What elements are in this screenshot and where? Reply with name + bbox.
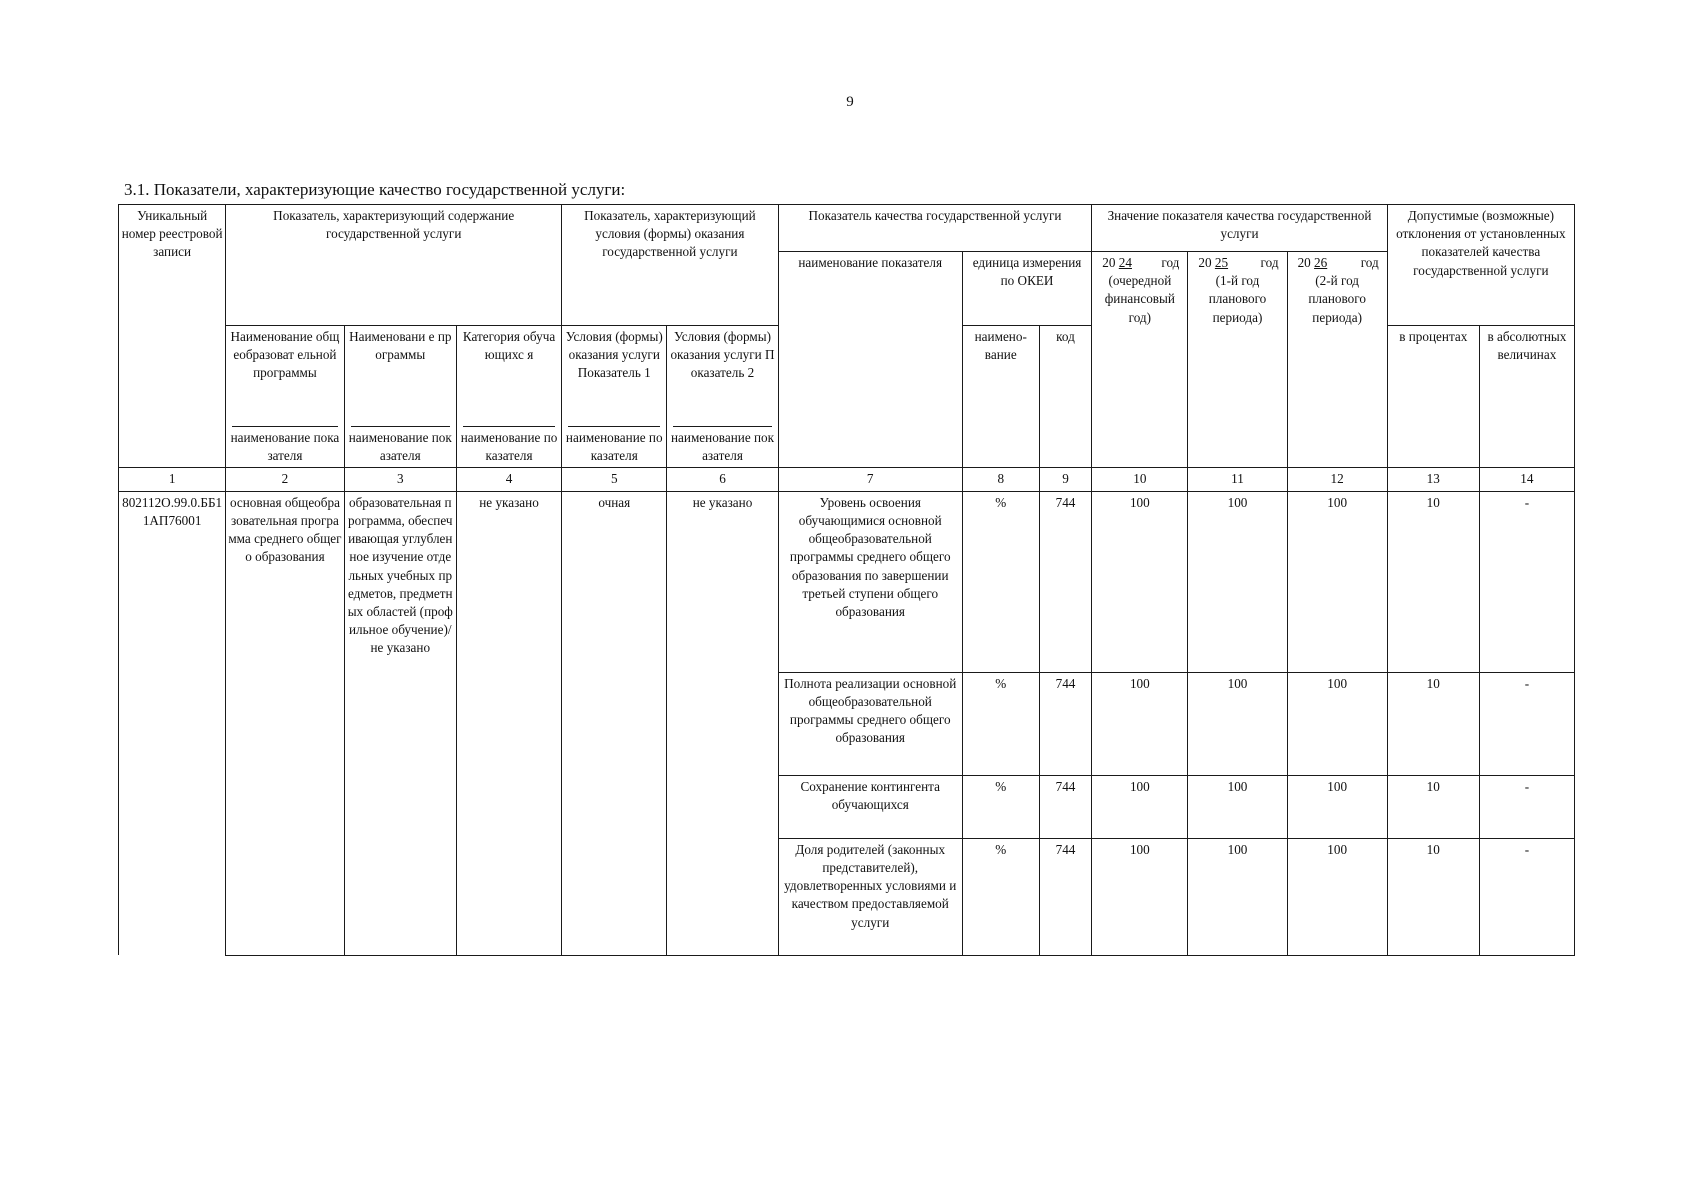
code-cell: 744 (1039, 838, 1092, 955)
header-year-3: 20 26 год (2-й год планового периода) (1287, 252, 1387, 468)
code-cell: 744 (1039, 672, 1092, 775)
unit-cell: % (962, 672, 1039, 775)
indicator-name-cell: Сохранение контингента обучающихся (778, 775, 962, 838)
indicator-name-cell: Уровень освоения обучающимися основной общеобразовательной программы среднего общего образования по завершении третьей ступени общего образования (778, 491, 962, 672)
column-number: 10 (1092, 468, 1188, 491)
record-program-name-cell: образовательная программа, обеспечивающая углубленное изучение отдельных учебных предметов, предметных областей (профильное обучение)/не указано (344, 491, 456, 955)
code-cell: 744 (1039, 775, 1092, 838)
deviation-absolute-cell: - (1479, 775, 1574, 838)
header-unit-code: код (1039, 326, 1092, 468)
unit-cell: % (962, 775, 1039, 838)
value-year-2-cell: 100 (1188, 491, 1287, 672)
column-number: 11 (1188, 468, 1287, 491)
header-quality-name: наименование показателя (778, 252, 962, 468)
indicator-name-cell: Доля родителей (законных представителей), удовлетворенных условиями и качеством предоставляемой услуги (778, 838, 962, 955)
value-year-2-cell: 100 (1188, 775, 1287, 838)
column-number: 5 (562, 468, 667, 491)
header-group-conditions: Показатель, характеризующий условия (формы) оказания государственной услуги (562, 205, 779, 326)
column-number: 14 (1479, 468, 1574, 491)
header-group-content: Показатель, характеризующий содержание государственной услуги (226, 205, 562, 326)
value-year-3-cell: 100 (1287, 775, 1387, 838)
header-sub-content-2: Наименовани е программы наименование показателя (344, 326, 456, 468)
deviation-absolute-cell: - (1479, 838, 1574, 955)
header-group-values: Значение показателя качества государственной услуги (1092, 205, 1387, 252)
header-unit-name: наимено-вание (962, 326, 1039, 468)
value-year-1-cell: 100 (1092, 672, 1188, 775)
deviation-absolute-cell: - (1479, 672, 1574, 775)
deviation-percent-cell: 10 (1387, 491, 1479, 672)
column-number: 4 (456, 468, 561, 491)
header-row-1 (119, 205, 1575, 252)
value-year-3-cell: 100 (1287, 838, 1387, 955)
page-number: 9 (846, 94, 854, 110)
unit-cell: % (962, 491, 1039, 672)
quality-table-wrapper (118, 204, 1575, 956)
header-group-deviation: Допустимые (возможные) отклонения от установленных показателей качества государственной услуги (1387, 205, 1574, 326)
deviation-percent-cell: 10 (1387, 672, 1479, 775)
value-year-1-cell: 100 (1092, 491, 1188, 672)
column-number: 7 (778, 468, 962, 491)
unit-cell: % (962, 838, 1039, 955)
column-number: 1 (119, 468, 226, 491)
deviation-absolute-cell: - (1479, 491, 1574, 672)
value-year-1-cell: 100 (1092, 775, 1188, 838)
quality-indicators-table (118, 204, 1575, 956)
column-number: 12 (1287, 468, 1387, 491)
value-year-3-cell: 100 (1287, 672, 1387, 775)
deviation-percent-cell: 10 (1387, 838, 1479, 955)
record-program-cell: основная общеобразовательная программа среднего общего образования (226, 491, 344, 955)
header-sub-content-1: Наименование общеобразоват ельной программы наименование показателя (226, 326, 344, 468)
header-dev-absolute: в абсолютных величинах (1479, 326, 1574, 468)
header-unit: единица измерения по ОКЕИ (962, 252, 1092, 326)
header-sub-content-3: Категория обучающихс я наименование показателя (456, 326, 561, 468)
column-numbers-row (119, 468, 1575, 491)
header-group-quality: Показатель качества государственной услуги (778, 205, 1092, 252)
column-number: 6 (667, 468, 778, 491)
code-cell: 744 (1039, 491, 1092, 672)
record-form1-cell: очная (562, 491, 667, 955)
deviation-percent-cell: 10 (1387, 775, 1479, 838)
value-year-3-cell: 100 (1287, 491, 1387, 672)
table-row (119, 491, 1575, 672)
value-year-2-cell: 100 (1188, 838, 1287, 955)
value-year-2-cell: 100 (1188, 672, 1287, 775)
value-year-1-cell: 100 (1092, 838, 1188, 955)
header-sub-cond-1: Условия (формы) оказания услуги Показатель 1 наименование показателя (562, 326, 667, 468)
column-number: 3 (344, 468, 456, 491)
record-category-cell: не указано (456, 491, 561, 955)
indicator-name-cell: Полнота реализации основной общеобразовательной программы среднего общего образования (778, 672, 962, 775)
column-number: 9 (1039, 468, 1092, 491)
header-sub-cond-2: Условия (формы) оказания услуги Показатель 2 наименование показателя (667, 326, 778, 468)
column-number: 2 (226, 468, 344, 491)
header-dev-percent: в процентах (1387, 326, 1479, 468)
record-form2-cell: не указано (667, 491, 778, 955)
header-record-id: Уникальный номер реестровой записи (119, 205, 226, 468)
column-number: 8 (962, 468, 1039, 491)
header-year-1: 20 24 год (очередной финансовый год) (1092, 252, 1188, 468)
section-heading: 3.1. Показатели, характеризующие качество государственной услуги: (124, 180, 626, 199)
column-number: 13 (1387, 468, 1479, 491)
header-year-2: 20 25 год (1-й год планового периода) (1188, 252, 1287, 468)
record-id-cell: 802112О.99.0.ББ11АП76001 (119, 491, 226, 955)
